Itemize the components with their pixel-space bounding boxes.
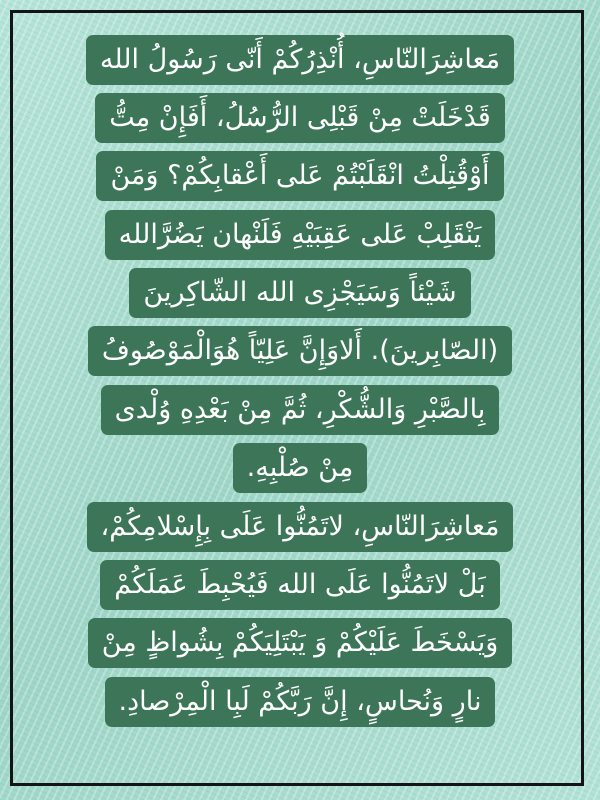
poem-line-6: (الصّابِرینَ). أَلاوَإِنَّ عَلِیّاً هُوَالْمَوْصُوفُ: [88, 326, 512, 376]
poem-line-10: بَلْ لاتَمُنُّوا عَلَی الله فَیُحْبِطَ عَمَلَکُمْ: [100, 560, 500, 610]
poem-text: [18, 30, 582, 731]
poem-line-4: یَنْقَلِبْ عَلی عَقِبَیْهِ فَلَنْهان یَضُرَّالله: [105, 210, 496, 260]
poem-line-9: مَعاشِرَالنّاسِ، لاتَمُنُّوا عَلَی بِإِسْلامِکُمْ،: [87, 502, 514, 552]
poem-line-2: قَدْخَلَتْ مِنْ قَبْلِی الرُّسُلُ، أَفَإِنْ مِتُّ: [95, 93, 505, 143]
poem-line-8: مِنْ صُلْبِهِ.: [233, 443, 368, 493]
poem-line-12: نارٍ وَنُحاسٍ، إِنَّ رَبَّکُمْ لَبِا الْمِرْصادِ.: [105, 677, 496, 727]
poem-line-11: وَیَسْخَطَ عَلَیْکُمْ وَ یَبْتَلِیَکُمْ بِشُواظٍ مِنْ: [88, 618, 513, 668]
poem-line-7: بِالصَّبْرِ وَالشُّکْرِ، ثُمَّ مِنْ بَعْدِهِ وُلْدی: [101, 385, 500, 435]
poem-line-5: شَیْئاً وَسَیَجْزِی الله الشّاکِرینَ: [129, 268, 470, 318]
poem-line-3: أَوْقُتِلْتُ انْقَلَبْتُمْ عَلی أَعْقابِکُمْ؟ وَمَنْ: [96, 151, 503, 201]
poem-line-1: مَعاشِرَالنّاسِ، أُنْذِرُكُمْ أَنّی رَسُولُ الله: [86, 35, 514, 85]
